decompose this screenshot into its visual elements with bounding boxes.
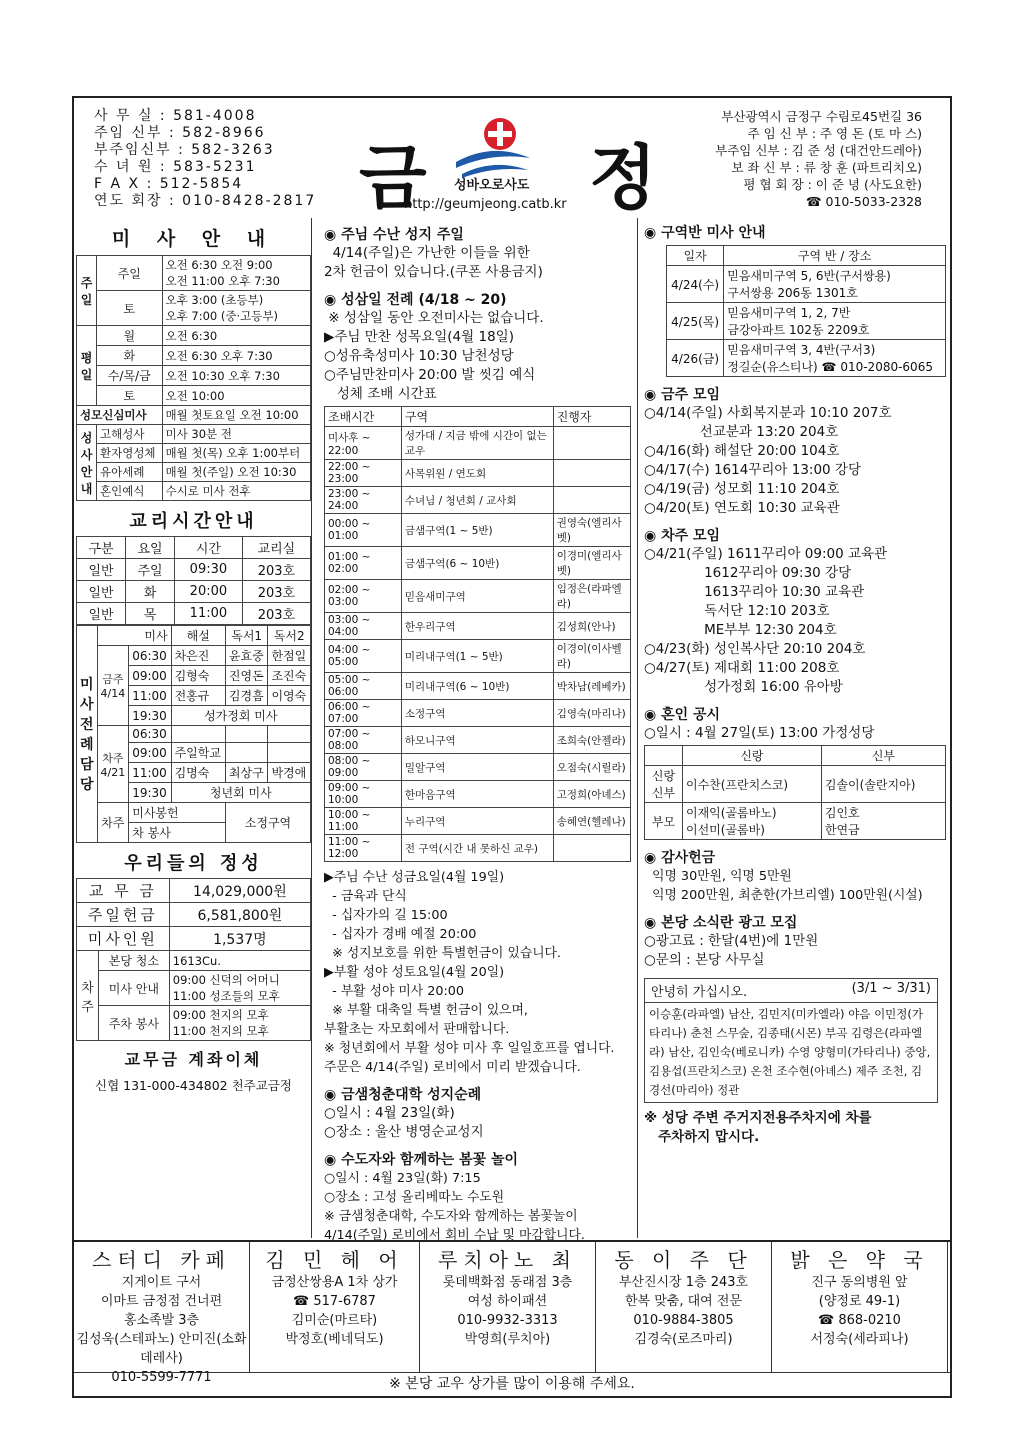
ad-text: ○광고료 : 한달(4번)에 1만원 ○문의 : 본당 사무실 bbox=[644, 933, 819, 968]
right-column bbox=[644, 222, 946, 1147]
pilgrimage-heading: ◉ 금샘청춘대학 성지순례 bbox=[324, 1087, 482, 1103]
finance-row: 주일헌금 6,581,800원 bbox=[77, 903, 311, 927]
adoration-row: 08:00 ~ 09:00 밀알구역 오점숙(시릴라) bbox=[325, 754, 631, 781]
mass-row: 토 오전 10:00 bbox=[77, 386, 311, 406]
service-row: 미사 안내 09:00 신덕의 어머니 11:00 성조들의 모후 bbox=[77, 971, 311, 1006]
finance-row: 미사인원 1,537명 bbox=[77, 927, 311, 951]
catechism-title: 교리시간안내 bbox=[129, 511, 258, 532]
mass-group: 평일 bbox=[77, 326, 97, 406]
transfer-account: 신협 131-000-434802 천주교금정 bbox=[95, 1078, 292, 1093]
parking-notice: ※ 성당 주변 주거지전용주차지에 차를 주차하지 맙시다. bbox=[644, 1110, 872, 1145]
sacrament-row: 환자영성체 매월 첫(목) 오후 1:00부터 bbox=[77, 444, 311, 463]
thanks-heading: ◉ 감사헌금 bbox=[644, 850, 716, 866]
liturgy-row: 금주 4/14 06:30 차은진 윤효중 한점일 bbox=[77, 646, 311, 666]
adoration-row: 23:00 ~ 24:00 수녀님 / 청년회 / 교사회 bbox=[325, 487, 631, 514]
service-row: 주차 봉사 09:00 천지의 모후 11:00 천지의 모후 bbox=[77, 1006, 311, 1041]
farewell-range: (3/1 ~ 3/31) bbox=[851, 981, 931, 996]
farewell-title: 안녕히 가십시오. bbox=[651, 985, 748, 1000]
adoration-row: 04:00 ~ 05:00 미리내구역(1 ~ 5반) 이경이(이사벨라) bbox=[325, 640, 631, 673]
liturgy-row: 19:30 청년회 미사 bbox=[77, 783, 311, 803]
zone-row: 4/24(수) 믿음새미구역 5, 6반(구서쌍용) 구서쌍용 206동 1301호 bbox=[667, 266, 946, 303]
finance-table bbox=[76, 878, 311, 1041]
catechism-row: 일반 목 11:00 203호 bbox=[77, 603, 311, 625]
thanks-text: 익명 30만원, 익명 5만원 익명 200만원, 최춘한(가브리엘) 100만원(시설) bbox=[652, 869, 923, 903]
mass-row: 평일 월 오전 6:30 bbox=[77, 326, 311, 346]
flower-row: 차주 미사봉헌 소정구역 bbox=[77, 803, 311, 823]
adoration-row: 00:00 ~ 01:00 금샘구역(1 ~ 5반) 권영숙(엘리사벳) bbox=[325, 514, 631, 547]
contact-list: 사 무 실 : 581-4008 주임 신부 : 582-8966 부주임신부 : 582-3263 수 녀 원 : 583-5231 F A X : 512-5854 연도 회장 : 010-8428-2817 bbox=[94, 108, 317, 209]
wedding-row: 신랑 신부 이수찬(프란치스코) 김솔이(솔란지아) bbox=[645, 766, 946, 803]
adoration-row: 05:00 ~ 06:00 미리내구역(6 ~ 10반) 박차남(레베카) bbox=[325, 673, 631, 700]
next-week-meetings: ○4/21(주일) 1611꾸리아 09:00 교육관 1612꾸리아 09:30 강당 1613꾸리아 10:30 교육관 독서단 12:10 203호 ME부부 12:30 204호 ○4/23(화) 성인복사단 20:10 204호 ○4/27(토) 제대회 11:00 208호 성가정회 16:00 유아방 bbox=[644, 546, 888, 695]
liturgy-row: 11:00 김명숙 최상구 박경애 bbox=[77, 763, 311, 783]
liturgy-row: 11:00 전홍규 김경흠 이영숙 bbox=[77, 686, 311, 706]
good-friday-text: ▶주님 수난 성금요일(4월 19일) - 금육과 단식 - 십자가의 길 15:00 - 십자가 경배 예절 20:00 ※ 성지보호를 위한 특별헌금이 있습니다. ▶부활 성야 성토요일(4월 20일) - 부활 성야 미사 20:00 ※ 부활 대축일 특별 헌금이 있으며, 부활초는 자모회에서 판매합니다. ※ 청년회에서 부활 성야 미사 후 일일호프를 엽니다. 주문은 4/14(주일) 로비에서 미리 받겠습니다. bbox=[324, 870, 615, 1075]
adoration-row: 22:00 ~ 23:00 사목위원 / 연도회 bbox=[325, 460, 631, 487]
palm-sunday-heading: ◉ 주님 수난 성지 주일 bbox=[324, 227, 464, 243]
liturgy-row: 19:30 성가정회 미사 bbox=[77, 706, 311, 726]
finance-row: 교 무 금 14,029,000원 bbox=[77, 879, 311, 903]
mass-row: 주일 주일 오전 6:30 오전 9:00 오전 11:00 오후 7:30 bbox=[77, 256, 311, 291]
mass-group: 주일 bbox=[77, 256, 97, 326]
shop-ad: 스터디 카페 지게이트 구서 이마트 금정점 건너편 홍소족발 3층 김성욱(스테파노) 안미진(소화데레사) 010-5599-7771 bbox=[74, 1242, 250, 1372]
shop-ad: 김 민 헤 어 금정산쌍용A 1차 상가 ☎ 517-6787 김미순(마르타) 박정호(베네딕도) bbox=[250, 1242, 420, 1372]
liturgy-row: 09:00 김형숙 진영돈 조진숙 bbox=[77, 666, 311, 686]
wedding-heading: ◉ 혼인 공시 bbox=[644, 707, 721, 723]
sacrament-row: 혼인예식 수시로 미사 전후 bbox=[77, 482, 311, 501]
devotion-row: 성모신심미사 매월 첫토요일 오전 10:00 bbox=[77, 406, 311, 425]
mass-row: 화 오전 6:30 오후 7:30 bbox=[77, 346, 311, 366]
finance-title: 우리들의 정성 bbox=[124, 853, 263, 874]
adoration-row: 06:00 ~ 07:00 소정구역 김영숙(마리나) bbox=[325, 700, 631, 727]
spring-outing-text: ○일시 : 4월 23일(화) 7:15 ○장소 : 고성 올리베따노 수도원 ※ 금샘청춘대학, 수도자와 함께하는 봄꽃놀이 4/14(주일) 로비에서 회비 수납 및 마감합니다. bbox=[324, 1171, 585, 1243]
zone-mass-table: 일자 구역 반 / 장소 4/24(수) 믿음새미구역 5, 6반(구서쌍용) 구서쌍용 206동 1301호 4/25(목) 믿음새미구역 1, 2, 7반 금강아파트 102동 2209호 4/26(금) 믿음새미구역 3, 4반(구서3) 정길순(유스티나) ☎ 010-2080-6065 bbox=[666, 245, 946, 377]
wedding-row: 부모 이재익(골롬바노) 이선미(골롬바) 김인호 한연금 bbox=[645, 803, 946, 840]
adoration-table: 조배시간 구역 진행자 미사후 ~ 22:00 성가대 / 지금 밖에 시간이 없는 교우 22:00 ~ 23:00 사목위원 / 연도회 23:00 ~ 24:00 수녀님 / 청년회 / 교사회 00:00 ~ 01:00 금샘구역(1 ~ 5반) 권영숙(엘리사벳) 01:00 ~ 02:00 금샘구역(6 ~ 10반) 이경미(엘리사벳) 02:00 ~ 03:00 믿음새미구역 임정은(라파엘라) 03:00 ~ 04:00 한우리구역 김성희(안나) 04:00 ~ 05:00 미리내구역(1 ~ 5반) 이경이(이사벨라) 05:00 ~ 06:00 미리내구역(6 ~ 10반) 박차남(레베카) 06:00 ~ 07:00 소정구역 김영숙(마리나) 07:00 ~ 08:00 하모니구역 조희숙(안젤라) 08:00 ~ 09:00 밀알구역 오점숙(시릴라) 09:00 ~ 10:00 한마음구역 고정희(아녜스) 10:00 ~ 11:00 누리구역 송혜연(헬레나) 11:00 ~ 12:00 전 구역(시간 내 못하신 교우) bbox=[324, 406, 631, 862]
middle-column bbox=[318, 218, 638, 1243]
farewell-list: 이승훈(라파엘) 남산, 김민지(미카엘라) 야음 이민정(가타리나) 춘천 스무숲, 김종태(시몬) 부곡 김령은(라파엘라) 남산, 김인숙(베로니카) 수영 양형미(가타리나) 중앙, 김용섭(프란치스코) 온천 조수현(아녜스) 제주 조천, 김경선(마리아) 정관 bbox=[649, 1007, 931, 1097]
mass-title: 미 사 안 내 bbox=[111, 228, 276, 250]
transfer-title: 교무금 계좌이체 bbox=[124, 1050, 263, 1069]
header bbox=[74, 98, 950, 219]
zone-row: 4/26(금) 믿음새미구역 3, 4반(구서3) 정길순(유스티나) ☎ 010-2080-6065 bbox=[667, 340, 946, 377]
liturgy-table: 미사전례담당 미사 해설 독서1 독서2 금주 4/14 06:30 차은진 윤효중 한점일 09:00 김형숙 진영돈 조진숙 11:00 전홍규 김경흠 이영숙 19:30 성가정회 미사 차주 4/21 06:30 09:00 주일학교 11:00 김명숙 최상구 박경애 19:30 청년회 미사 차주 미사봉헌 소정구역 차 봉사 bbox=[76, 625, 311, 843]
catechism-row: 일반 화 20:00 203호 bbox=[77, 581, 311, 603]
wedding-date: ○일시 : 4월 27일(토) 13:00 가정성당 bbox=[644, 725, 875, 741]
next-week-heading: ◉ 차주 모임 bbox=[644, 528, 721, 544]
parish-name: 성바오로사도 bbox=[454, 178, 530, 193]
mass-row: 수/목/금 오전 10:30 오후 7:30 bbox=[77, 366, 311, 386]
ad-heading: ◉ 본당 소식란 광고 모집 bbox=[644, 915, 798, 931]
shop-ad: 동 이 주 단 부산진시장 1층 243호 한복 맞춤, 대여 전문 010-9884-3805 김경숙(로즈마리) bbox=[596, 1242, 772, 1372]
this-week-heading: ◉ 금주 모임 bbox=[644, 387, 721, 403]
left-column bbox=[76, 218, 312, 1238]
zone-mass-heading: ◉ 구역반 미사 안내 bbox=[644, 225, 766, 241]
liturgy-row: 차주 4/21 06:30 bbox=[77, 726, 311, 743]
triduum-heading: ◉ 성삼일 전례 (4/18 ~ 20) bbox=[324, 292, 507, 308]
shop-ad: 루치아노 최 롯데백화점 동래점 3층 여성 하이패션 010-9932-3313 박영희(루치아) bbox=[420, 1242, 596, 1372]
adoration-row: 01:00 ~ 02:00 금샘구역(6 ~ 10반) 이경미(엘리사벳) bbox=[325, 547, 631, 580]
website-url[interactable]: http://geumjeong.catb.kr bbox=[404, 197, 567, 212]
mass-row: 토 오후 3:00 (초등부) 오후 7:00 (중·고등부) bbox=[77, 291, 311, 326]
pastor-list: 부산광역시 금정구 수림로45번길 36 주 임 신 부 : 주 영 돈 (토 마 스) 부주임 신부 : 김 준 성 (대건안드레아) 보 좌 신 부 : 류 창 훈 (파트리치오) 평 협 회 장 : 이 준 녕 (사도요한) ☎ 010-5033-2328 bbox=[715, 109, 922, 209]
name-right: 정 bbox=[589, 137, 657, 219]
sacrament-row: 유아세례 매월 첫(주일) 오전 10:30 bbox=[77, 463, 311, 482]
sacrament-row: 성사안내 고해성사 미사 30분 전 bbox=[77, 425, 311, 444]
adoration-row: 02:00 ~ 03:00 믿음새미구역 임정은(라파엘라) bbox=[325, 580, 631, 613]
triduum-text: ※ 성삼일 동안 오전미사는 없습니다. ▶주님 만찬 성목요일(4월 18일) ○성유축성미사 10:30 남천성당 ○주님만찬미사 20:00 발 씻김 예식 성체 조배 시간표 bbox=[324, 310, 544, 402]
service-row: 차주 본당 청소 1613Cu. bbox=[77, 951, 311, 971]
catechism-table: 구분 요일 시간 교리실 일반 주일 09:30 203호 일반 화 20:00 203호 일반 목 11:00 203호 bbox=[76, 536, 311, 625]
catechism-row: 일반 주일 09:30 203호 bbox=[77, 559, 311, 581]
adoration-row: 09:00 ~ 10:00 한마음구역 고정희(아녜스) bbox=[325, 781, 631, 808]
farewell-box bbox=[644, 978, 938, 1103]
this-week-meetings: ○4/14(주일) 사회복지분과 10:10 207호 선교분과 13:20 204호 ○4/16(화) 해설단 20:00 104호 ○4/17(수) 1614꾸리아 13:00 강당 ○4/19(금) 성모회 11:10 204호 ○4/20(토) 연도회 10:30 교육관 bbox=[644, 405, 892, 516]
adoration-row: 미사후 ~ 22:00 성가대 / 지금 밖에 시간이 없는 교우 bbox=[325, 427, 631, 460]
shop-ads bbox=[74, 1240, 950, 1396]
liturgy-row: 09:00 주일학교 bbox=[77, 743, 311, 763]
adoration-row: 11:00 ~ 12:00 전 구역(시간 내 못하신 교우) bbox=[325, 835, 631, 862]
adoration-row: 10:00 ~ 11:00 누리구역 송혜연(헬레나) bbox=[325, 808, 631, 835]
shop-ad: 밝 은 약 국 진구 동의병원 앞 (양정로 49-1) ☎ 868-0210 서정숙(세라피나) bbox=[772, 1242, 948, 1372]
footer-note: ※ 본당 교우 상가를 많이 이용해 주세요. bbox=[74, 1372, 950, 1396]
mass-table bbox=[76, 255, 311, 501]
spring-outing-heading: ◉ 수도자와 함께하는 봄꽃 놀이 bbox=[324, 1152, 518, 1168]
pilgrimage-text: ○일시 : 4월 23일(화) ○장소 : 울산 병영순교성지 bbox=[324, 1105, 484, 1140]
name-left: 금 bbox=[359, 137, 427, 219]
adoration-row: 03:00 ~ 04:00 한우리구역 김성희(안나) bbox=[325, 613, 631, 640]
adoration-row: 07:00 ~ 08:00 하모니구역 조희숙(안젤라) bbox=[325, 727, 631, 754]
wedding-table: 신랑 신부 신랑 신부 이수찬(프란치스코) 김솔이(솔란지아) 부모 이재익(골롬바노) 이선미(골롬바) 김인호 한연금 bbox=[644, 745, 946, 840]
zone-row: 4/25(목) 믿음새미구역 1, 2, 7반 금강아파트 102동 2209호 bbox=[667, 303, 946, 340]
palm-sunday-text: 4/14(주일)은 가난한 이들을 위한 2차 헌금이 있습니다.(쿠폰 사용금지) bbox=[324, 245, 543, 280]
